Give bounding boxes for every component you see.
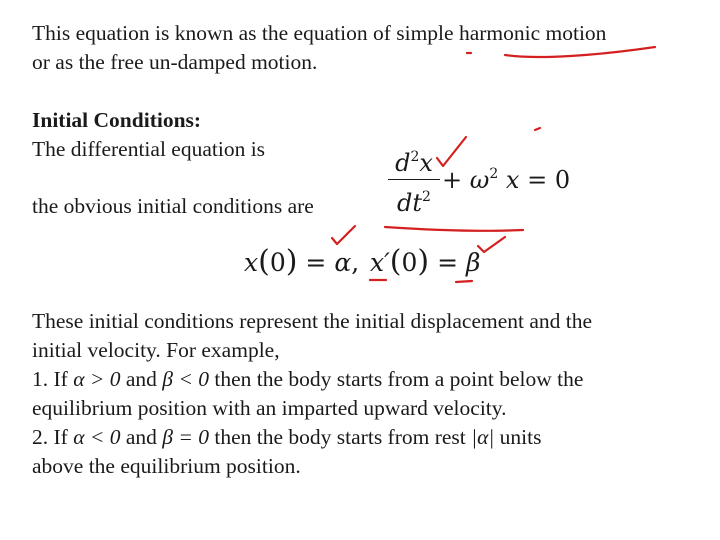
initial-velocity-condition: x′(0) = β xyxy=(370,244,481,279)
alpha-positive: α > 0 xyxy=(73,367,121,391)
checkmark-beta xyxy=(478,237,505,252)
explanation-line-1: These initial conditions represent the initial displacement and the xyxy=(32,309,593,333)
alpha-absolute: |α| xyxy=(471,425,495,449)
equation-rhs: + $\omega^2$ x = 0 xyxy=(442,166,571,194)
fraction-denominator: $dt^2$ xyxy=(397,189,431,217)
intro-line-2: or as the free un-damped motion. xyxy=(32,50,318,74)
tick-mark-top-right xyxy=(535,128,540,130)
underline-equation xyxy=(385,227,523,231)
alpha-negative: α < 0 xyxy=(73,425,121,449)
example-1-line-1: 1. If α > 0 and β < 0 then the body starts from a point below the xyxy=(32,367,584,391)
beta-zero: β = 0 xyxy=(162,425,210,449)
obvious-conditions-text: the obvious initial conditions are xyxy=(32,194,314,218)
intro-line-1: This equation is known as the equation of simple harmonic motion xyxy=(32,21,607,45)
differential-equation-text: The differential equation is xyxy=(32,137,266,161)
beta-negative: β < 0 xyxy=(162,367,210,391)
initial-conditions-heading: Initial Conditions: xyxy=(32,108,202,132)
underline-harmonic-motion xyxy=(505,47,655,57)
checkmark-alpha xyxy=(332,226,355,244)
example-1-line-2: equilibrium position with an imparted upward velocity. xyxy=(32,396,507,420)
explanation-line-2: initial velocity. For example, xyxy=(32,338,280,362)
underline-beta xyxy=(456,281,472,282)
example-2-line-1: 2. If α < 0 and β = 0 then the body starts from rest |α| units xyxy=(32,425,542,449)
fraction-numerator: $d^2x$ xyxy=(395,149,433,177)
initial-displacement-condition: x(0) = α, xyxy=(244,244,360,279)
checkmark-equation xyxy=(437,137,466,166)
example-2-line-2: above the equilibrium position. xyxy=(32,454,301,478)
